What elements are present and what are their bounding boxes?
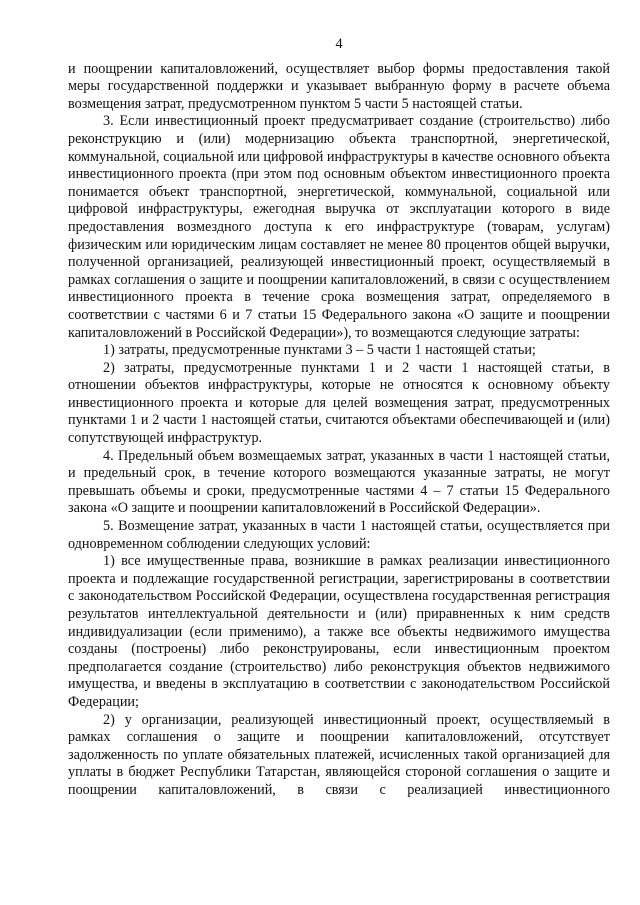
paragraph-part-4: 4. Предельный объем возмещаемых затрат, указанных в части 1 настоящей статьи, и предельный срок, в течение которого возмещаются указанные затраты, не могут превышать объемы и сроки, предусмотренные частями 4 – 7 статьи 15 Федерального закона «О защите и поощрении капиталовложений в Российской Федерации».	[68, 447, 610, 517]
paragraph-item-5-1: 1) все имущественные права, возникшие в рамках реализации инвестиционного проекта и подлежащие государственной регистрации, зарегистрированы в соответствии с законодательством Российской Федерации, осуществлена государственная регистрация результатов интеллектуальной деятельности и (или) приравненных к ним средств индивидуализации (если применимо), а также все объекты недвижимого имущества созданы (построены) либо реконструированы, если инвестиционным проектом предполагается создание (строительство) либо реконструкция объектов недвижимого имущества, и введены в эксплуатацию в соответствии с законодательством Российской Федерации;	[68, 553, 610, 710]
paragraph-continuation: и поощрении капиталовложений, осуществляет выбор формы предоставления такой меры государственной поддержки и указывает выбранную форму в расчете объема возмещения затрат, предусмотренном пунктом 5 части 5 настоящей статьи.	[68, 60, 610, 112]
paragraph-part-5: 5. Возмещение затрат, указанных в части 1 настоящей статьи, осуществляется при одновременном соблюдении следующих условий:	[68, 518, 610, 552]
document-page	[68, 36, 610, 800]
paragraph-item-3-2: 2) затраты, предусмотренные пунктами 1 и 2 части 1 настоящей статьи, в отношении объектов инфраструктуры, которые не относятся к основному объекту инвестиционного проекта и которые для целей возмещения затрат, предусмотренных пунктами 1 и 2 части 1 настоящей статьи, считаются объектами обеспечивающей и (или) сопутствующей инфраструктур.	[68, 359, 610, 447]
paragraph-item-5-2: 2) у организации, реализующей инвестиционный проект, осуществляемый в рамках соглашения о защите и поощрении капиталовложений, отсутствует задолженность по уплате обязательных платежей, исчисленных такой организацией для уплаты в бюджет Республики Татарстан, являющейся стороной соглашения о защите и поощрении капиталовложений, в связи с реализацией инвестиционного	[68, 711, 610, 798]
paragraph-part-3: 3. Если инвестиционный проект предусматривает создание (строительство) либо реконструкцию и (или) модернизацию объекта транспортной, энергетической, коммунальной, социальной или цифровой инфраструктуры в качестве основного объекта инвестиционного проекта (при этом под основным объектом инвестиционного проекта понимается объект транспортной, энергетической, коммунальной, социальной или цифровой инфраструктуры, ежегодная выручка от эксплуатации которого в виде предоставления возмездного доступа к его инфраструктуре (товарам, услугам) физическим или юридическим лицам составляет не менее 80 процентов общей выручки, полученной организацией, реализующей инвестиционный проект, осуществляемый в рамках соглашения о защите и поощрении капиталовложений, в связи с осуществлением инвестиционного проекта в течение срока возмещения затрат, определяемого в соответствии с частями 6 и 7 статьи 15 Федерального закона «О защите и поощрении капиталовложений в Российской Федерации»), то возмещаются следующие затраты:	[68, 113, 610, 341]
page-number: 4	[335, 36, 343, 52]
paragraph-item-3-1: 1) затраты, предусмотренные пунктами 3 – 5 части 1 настоящей статьи;	[103, 342, 536, 359]
